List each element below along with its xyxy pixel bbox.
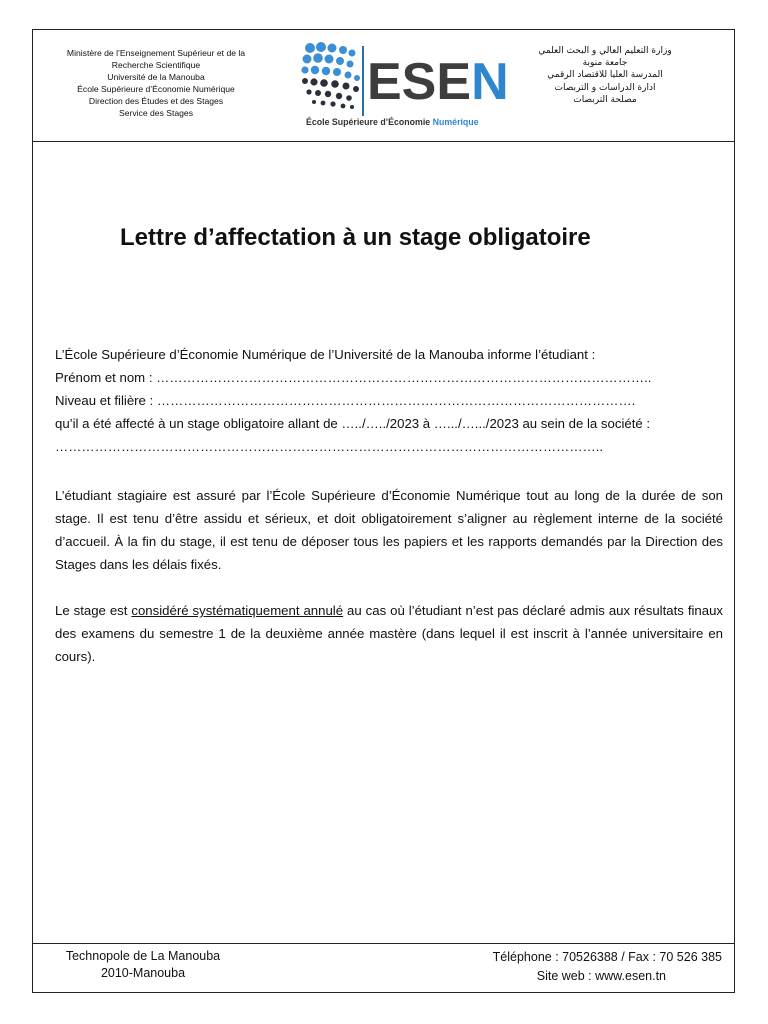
service-line: Service des Stages <box>118 108 194 118</box>
logo-subtitle-accent: Numérique <box>432 117 479 127</box>
address-line-2: 2010-Manouba <box>100 966 186 980</box>
cancellation-end: au cas où l’étudiant n’est pas déclaré admis aux résultats finaux des examens du semestre 1 de la deuxième année mastère (dans lequel il est inscrit à l’année universitaire en cours). <box>55 603 724 664</box>
header-ministry-block <box>46 47 266 119</box>
logo-subtitle-main: École Supérieure d’Économie <box>306 117 433 127</box>
direction-line: Direction des Études et des Stages <box>88 96 224 106</box>
letter-body <box>55 343 723 668</box>
logo-text-accent: N <box>471 53 509 111</box>
header-arabic-block <box>530 45 680 106</box>
assignment-line: qu’il a été affecté à un stage obligatoire allant de …../…../2023 à ….../….../2023 au sein de la société : <box>55 416 651 431</box>
company-field-line: …………………………………………………………………………………………………………….. <box>55 439 604 454</box>
arabic-university-line: جامعة منوبة <box>582 58 628 69</box>
cancellation-start: Le stage est <box>55 603 132 618</box>
arabic-ministry-line: وزارة التعليم العالي و البحث العلمي <box>538 46 672 56</box>
logo-text-main: ESE <box>367 53 472 111</box>
name-field-line: Prénom et nom : ………………………………………………………………………………………………….. <box>55 370 652 385</box>
document-title: Lettre d’affectation à un stage obligatoire <box>120 224 591 251</box>
intro-paragraph <box>55 343 723 458</box>
level-field-line: Niveau et filière : ………………………………………………………………………………………………. <box>55 393 636 408</box>
intro-line: L’École Supérieure d’Économie Numérique de l’Université de la Manouba informe l’étudiant : <box>55 347 596 362</box>
school-line: École Supérieure d’Économie Numérique <box>77 84 235 94</box>
website-line: Site web : www.esen.tn <box>536 969 666 983</box>
logo-subtitle <box>306 117 479 127</box>
ministry-line: Recherche Scientifique <box>111 60 201 70</box>
footer-divider <box>32 943 735 944</box>
cancellation-paragraph <box>55 599 723 668</box>
address-line-1: Technopole de La Manouba <box>65 949 221 963</box>
university-line: Université de la Manouba <box>107 72 205 82</box>
esen-logo <box>300 40 509 135</box>
arabic-school-line: المدرسة العليا للاقتصاد الرقمي <box>547 70 663 81</box>
ministry-line: Ministère de l’Enseignement Supérieur et de la <box>66 48 246 58</box>
logo-divider <box>362 46 364 116</box>
insurance-paragraph: L’étudiant stagiaire est assuré par l’École Supérieure d’Économie Numérique tout au long de la durée de son stage. Il est tenu d’être assidu et sérieux, et doit obligatoirement s’aligner au règlement interne de la société d’accueil. À la fin du stage, il est tenu de déposer tous les papiers et les rapports demandés par la Direction des Stages dans les délais fixés. <box>55 488 723 572</box>
footer-address <box>62 948 224 982</box>
cancellation-underlined: considéré systématiquement annulé <box>131 603 344 618</box>
logo-wordmark <box>367 52 509 112</box>
logo-dots-icon <box>300 40 366 112</box>
phone-fax-line: Téléphone : 70526388 / Fax : 70 526 385 <box>492 950 722 964</box>
footer-contact <box>470 948 722 986</box>
header-divider <box>32 141 735 142</box>
arabic-direction-line: ادارة الدراسات و التربصات <box>554 82 656 93</box>
arabic-service-line: مصلحة التربصات <box>573 94 637 105</box>
